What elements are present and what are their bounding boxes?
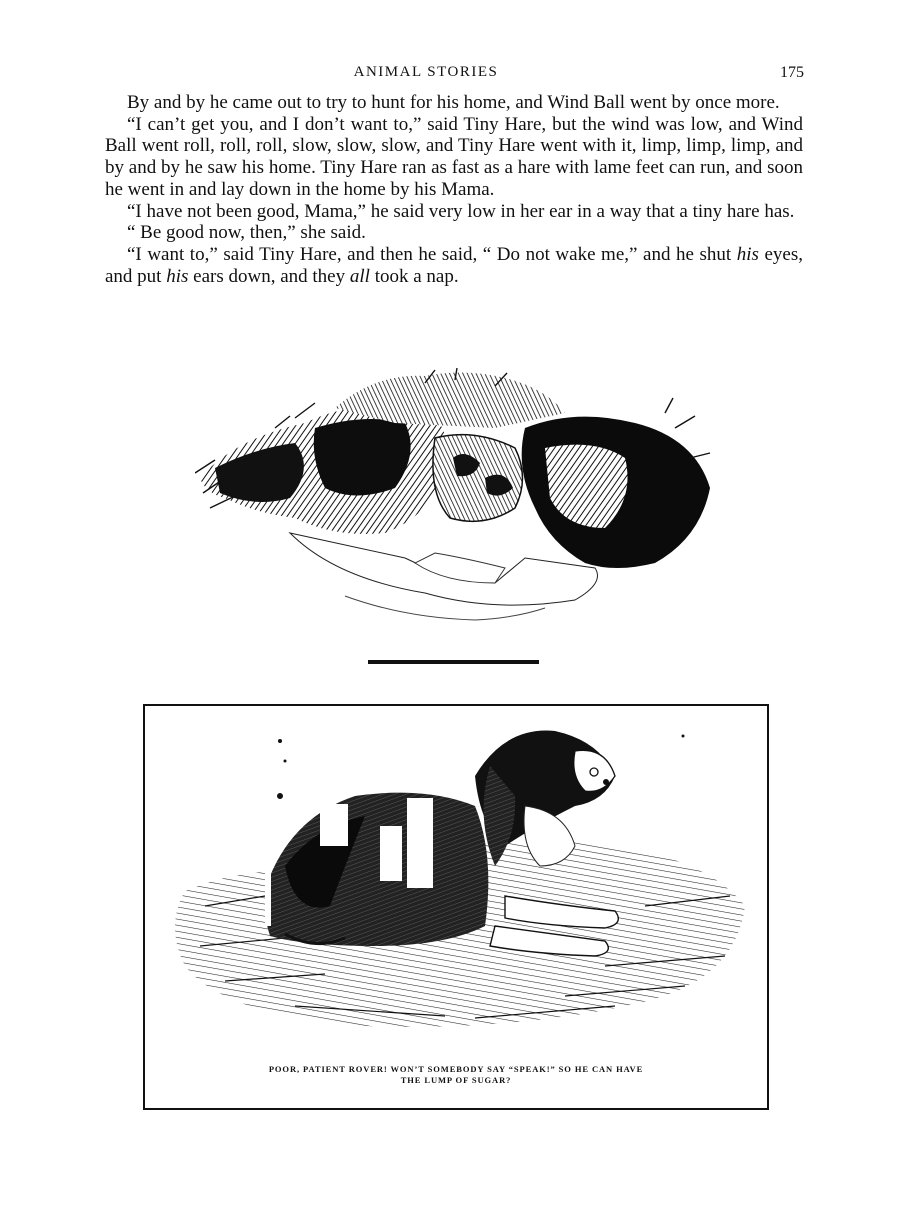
story-text [105, 92, 803, 287]
paragraph: “I have not been good, Mama,” he said very low in her ear in a way that a tiny hare has. [127, 200, 795, 222]
paragraph [105, 244, 803, 287]
italic-word: his [166, 265, 189, 287]
running-title: ANIMAL STORIES [353, 64, 499, 80]
rover-plate [143, 704, 769, 1110]
running-head [0, 62, 900, 86]
text-run: ears down, and they [188, 265, 350, 287]
italic-word: his [736, 243, 759, 265]
plate-caption [165, 1064, 747, 1086]
caption-line: POOR, PATIENT ROVER! WON’T SOMEBODY SAY “SPEAK!” SO HE CAN HAVE [268, 1064, 644, 1074]
paragraph: “I can’t get you, and I don’t want to,” said Tiny Hare, but the wind was low, and Wind Ball went roll, roll, roll, slow, slow, slow, and Tiny Hare went with it, limp, limp, limp, and by and by he saw his home. Tiny Hare ran as fast as a hare with lame feet can run, and soon he went in and lay down in the home by his Mama. [105, 113, 803, 200]
paragraph: By and by he came out to try to hunt for his home, and Wind Ball went by once more. [127, 92, 780, 113]
caption-line: THE LUMP OF SUGAR? [400, 1075, 512, 1085]
text-run: “I want to,” said Tiny Hare, and then he said, “ Do not wake me,” and he shut [127, 243, 737, 265]
text-run: took a nap. [369, 265, 459, 287]
italic-word: all [349, 265, 370, 287]
page-number: 175 [780, 64, 804, 81]
section-rule [368, 660, 539, 664]
text-run: eyes, and put [105, 243, 803, 287]
dog-illustration [145, 706, 767, 1108]
hare-nest-illustration [195, 368, 715, 630]
paragraph: “ Be good now, then,” she said. [127, 222, 366, 244]
